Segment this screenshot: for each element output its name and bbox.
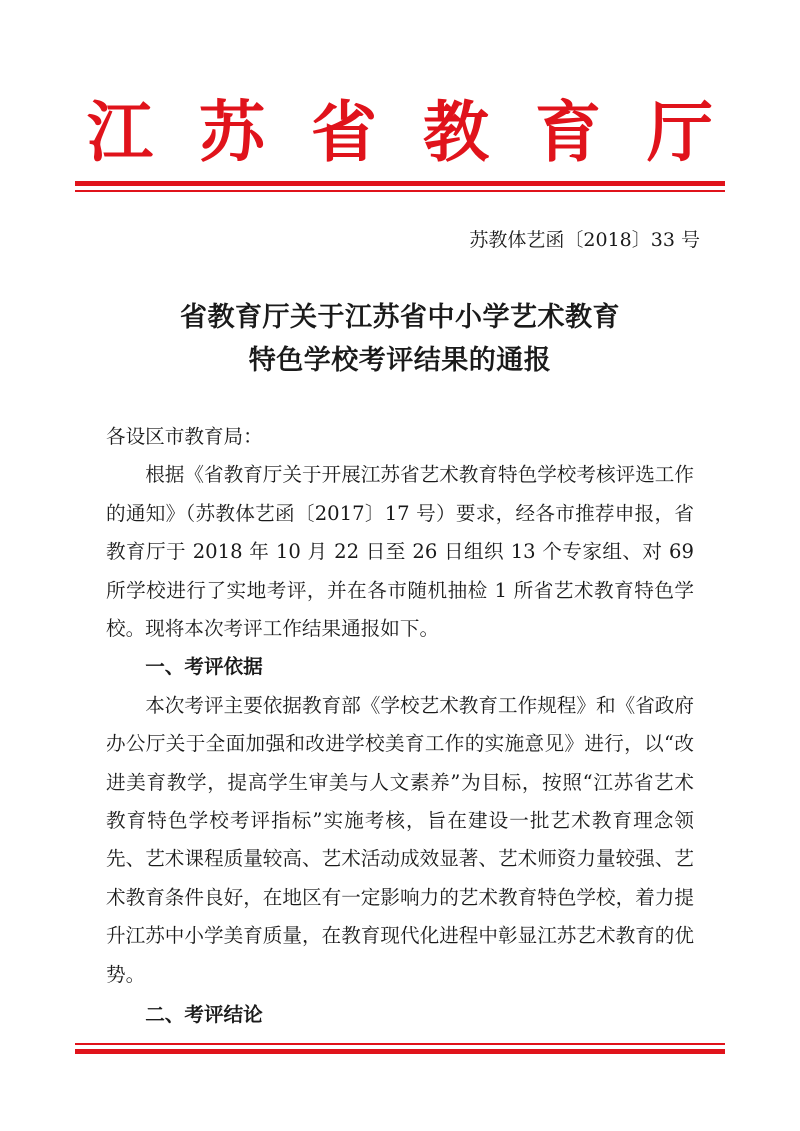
document-title-line-1: 省教育厅关于江苏省中小学艺术教育 [180, 302, 620, 333]
document-title-line-2: 特色学校考评结果的通报 [248, 345, 552, 376]
section-1-paragraph: 本次考评主要依据教育部《学校艺术教育工作规程》和《省政府办公厅关于全面加强和改进学校美育工作的实施意见》进行，以“改进美育教学，提高学生审美与人文素养”为目标，按照“江苏省艺术教育特色学校考评指标”实施考核，旨在建设一批艺术教育理念领先、艺术课程质量较高、艺术活动成效显著、艺术师资力量较强、艺术教育条件良好，在地区有一定影响力的艺术教育特色学校，着力提升江苏中小学美育质量，在教育现代化进程中彰显江苏艺术教育的优势。 [106, 693, 694, 986]
document-body [106, 418, 694, 1035]
masthead-rule-thin [75, 190, 725, 192]
masthead-rule-thick [75, 181, 725, 186]
salutation: 各设区市教育局： [106, 425, 263, 448]
footer-rule-thick [75, 1049, 725, 1054]
section-1-heading: 一、考评依据 [145, 655, 263, 679]
document-number: 苏教体艺函〔2018〕33 号 [469, 229, 700, 251]
footer-rule-thin [75, 1043, 725, 1045]
section-2-heading: 二、考评结论 [145, 1003, 263, 1027]
intro-paragraph: 根据《省教育厅关于开展江苏省艺术教育特色学校考核评选工作的通知》（苏教体艺函〔2017〕17 号）要求，经各市推荐申报，省教育厅于 2018 年 10 月 22 日至 26 日组织 13 个专家组、对 69 所学校进行了实地考评，并在各市随机抽检 1 所省艺术教育特色学校。现将本次考评工作结果通报如下。 [106, 463, 694, 641]
document-masthead: 江苏省教育厅 [87, 93, 759, 171]
